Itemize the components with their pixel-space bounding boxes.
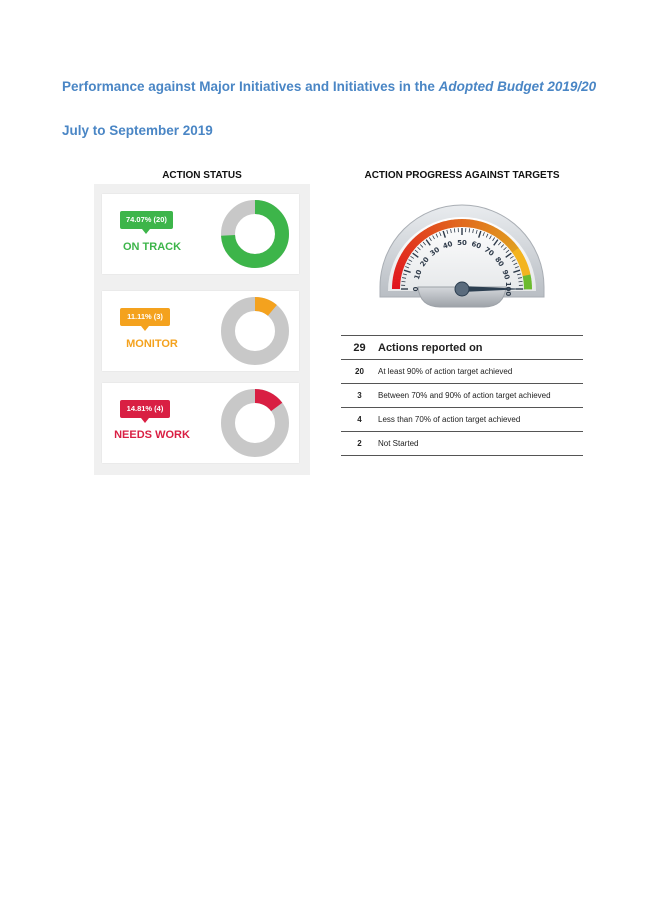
gauge-tick: [401, 281, 405, 282]
total-label: Actions reported on: [378, 336, 583, 360]
gauge-band-segment: [498, 234, 501, 236]
gauge-band-segment: [432, 229, 435, 231]
row-label: At least 90% of action target achieved: [378, 360, 583, 384]
gauge-band-segment: [482, 226, 486, 227]
table-row: [341, 408, 583, 432]
gauge-band-segment: [509, 242, 512, 245]
gauge-band-segment: [527, 275, 528, 279]
gauge-band-segment: [504, 238, 507, 240]
gauge-tick-label: 0: [412, 286, 420, 292]
total-count: 29: [341, 336, 378, 360]
gauge-band-segment: [472, 224, 476, 225]
gauge-band-segment: [413, 242, 416, 245]
gauge-band-segment: [526, 272, 527, 276]
status-card-monitor: [102, 291, 299, 371]
donut-track: [228, 304, 282, 358]
gauge-tick-label: 30: [428, 245, 442, 258]
gauge-band-segment: [396, 278, 397, 282]
gauge-band-segment: [495, 232, 498, 234]
gauge-band-segment: [411, 245, 413, 248]
table-row: [341, 432, 583, 456]
gauge-tick-label: 80: [493, 255, 506, 269]
gauge-band-segment: [511, 245, 513, 248]
gauge-band-segment: [469, 223, 473, 224]
on-track-percentage-badge: 74.07% (20): [120, 211, 173, 229]
gauge-tick-label: 40: [441, 239, 454, 251]
gauge-band-segment: [476, 224, 480, 225]
status-card-needs-work: [102, 383, 299, 463]
row-count: 3: [341, 384, 378, 408]
table-row: [341, 360, 583, 384]
needs-work-donut-chart: [219, 387, 291, 459]
gauge-tick-label: 20: [418, 255, 431, 269]
gauge-band-segment: [501, 236, 504, 238]
gauge-band-segment: [400, 262, 401, 266]
gauge-band-segment: [403, 256, 405, 259]
gauge-tick: [519, 281, 523, 282]
actions-summary-table: [341, 335, 583, 456]
gauge-band-segment: [397, 275, 398, 279]
row-label: Less than 70% of action target achieved: [378, 408, 583, 432]
gauge-tick-label: 10: [412, 268, 424, 281]
gauge-band-segment: [407, 250, 409, 253]
gauge-band-segment: [399, 265, 400, 269]
gauge-band-segment: [522, 262, 523, 266]
gauge-band-segment: [448, 224, 452, 225]
gauge-tick: [469, 228, 470, 232]
gauge-band-segment: [524, 265, 525, 269]
gauge-band-segment: [486, 227, 490, 228]
action-status-panel: [94, 184, 310, 475]
action-status-heading: ACTION STATUS: [162, 170, 242, 181]
gauge-band-segment: [426, 232, 429, 234]
gauge-tick-label: 50: [457, 239, 467, 247]
reporting-period: July to September 2019: [62, 123, 213, 138]
row-label: Not Started: [378, 432, 583, 456]
gauge-band-segment: [438, 226, 442, 227]
gauge-band-segment: [492, 230, 495, 232]
page-title-text: Performance against Major Initiatives and Initiatives in the: [62, 79, 439, 94]
table-row: [341, 384, 583, 408]
gauge-tick-label: 60: [470, 239, 483, 251]
row-count: 4: [341, 408, 378, 432]
gauge-tick-label: 90: [500, 268, 512, 281]
gauge-band-segment: [489, 229, 492, 231]
gauge-band-segment: [445, 224, 449, 225]
status-card-on-track: [102, 194, 299, 274]
gauge-tick-label: 70: [482, 245, 496, 258]
gauge-band-segment: [506, 240, 509, 243]
table-row-total: [341, 336, 583, 360]
gauge-band-segment: [435, 227, 439, 228]
monitor-donut-chart: [219, 295, 291, 367]
gauge-band-segment: [418, 237, 421, 239]
action-progress-heading: ACTION PROGRESS AGAINST TARGETS: [364, 170, 560, 181]
monitor-percentage-badge: 11.11% (3): [120, 308, 170, 326]
gauge-tick: [454, 228, 455, 232]
gauge-band-segment: [517, 253, 519, 256]
gauge-band-segment: [398, 268, 399, 272]
page-title: [62, 79, 596, 94]
row-count: 20: [341, 360, 378, 384]
progress-gauge: [374, 199, 550, 315]
gauge-band-segment: [513, 247, 515, 250]
gauge-band-segment: [525, 269, 526, 273]
needs-work-percentage-badge: 14.81% (4): [120, 400, 170, 418]
gauge-needle-hub: [455, 282, 469, 296]
on-track-label: ON TRACK: [122, 241, 182, 253]
gauge-band-segment: [409, 247, 411, 250]
gauge-band-segment: [415, 240, 418, 243]
gauge-band-segment: [402, 259, 404, 262]
monitor-label: MONITOR: [126, 338, 178, 350]
on-track-donut-chart: [219, 198, 291, 270]
gauge-band-segment: [479, 225, 483, 226]
gauge-band-segment: [429, 230, 432, 232]
gauge-band-segment: [405, 253, 407, 256]
gauge-band-segment: [420, 235, 423, 237]
gauge-band-segment: [519, 256, 521, 259]
gauge-band-segment: [423, 233, 426, 235]
row-label: Between 70% and 90% of action target achieved: [378, 384, 583, 408]
gauge-band-segment: [442, 225, 446, 226]
gauge-band-segment: [397, 272, 398, 276]
row-count: 2: [341, 432, 378, 456]
gauge-band-segment: [521, 259, 523, 262]
needs-work-label: NEEDS WORK: [114, 429, 190, 441]
page-title-emphasis: Adopted Budget 2019/20: [438, 79, 597, 94]
gauge-band-segment: [515, 250, 517, 253]
